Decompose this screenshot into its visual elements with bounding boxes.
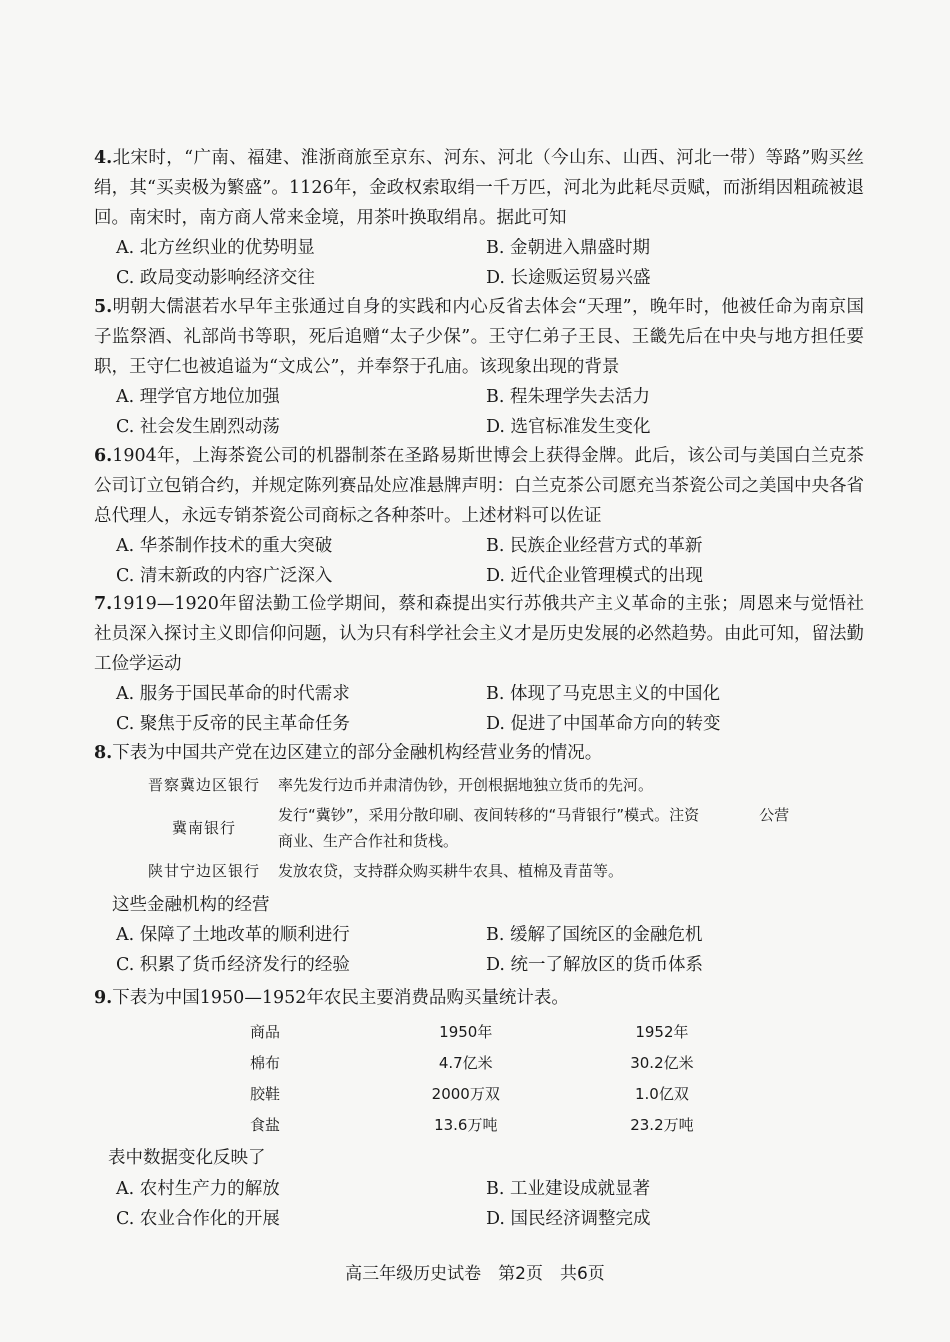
question-stem: 明朝大儒湛若水早年主张通过自身的实践和内心反省去体会“天理”，晚年时，他被任命为南京国子监祭酒、礼部尚书等职，死后追赠“太子少保”。王守仁弟子王艮、王畿先后在中央与地方担任要职，王守仁也被追谥为“文成公”，并奉祭于孔庙。该现象出现的背景 — [94, 297, 864, 377]
option-d[interactable]: D. 选官标准发生变化 — [486, 417, 651, 437]
consumption-table — [240, 1016, 760, 1140]
bank-table — [130, 772, 860, 888]
question-5 — [94, 292, 864, 442]
table-cell: 13.6万吨 — [434, 1115, 498, 1134]
table-row — [130, 802, 860, 854]
question-number: 4. — [94, 148, 113, 168]
option-b[interactable]: B. 工业建设成就显著 — [486, 1179, 650, 1199]
table-cell: 4.7亿米 — [438, 1053, 493, 1072]
option-a[interactable]: A. 保障了土地改革的顺利进行 — [116, 925, 350, 945]
options — [116, 233, 864, 293]
options — [116, 679, 864, 739]
question-number: 6. — [94, 446, 113, 466]
option-a[interactable]: A. 华茶制作技术的重大突破 — [116, 536, 333, 556]
bank-name: 晋察冀边区银行 — [147, 776, 260, 794]
question-9-options — [94, 1174, 864, 1234]
option-d[interactable]: D. 促进了中国革命方向的转变 — [486, 714, 721, 734]
question-7 — [94, 589, 864, 739]
bank-name: 陕甘宁边区银行 — [147, 862, 260, 880]
option-a[interactable]: A. 北方丝织业的优势明显 — [116, 238, 315, 258]
option-b[interactable]: B. 缓解了国统区的金融危机 — [486, 925, 703, 945]
header-cell: 1952年 — [635, 1022, 689, 1041]
question-stem: 下表为中国共产党在边区建立的部分金融机构经营业务的情况。 — [112, 743, 603, 763]
options — [116, 920, 864, 980]
question-lead: 这些金融机构的经营 — [112, 895, 270, 915]
option-d[interactable]: D. 国民经济调整完成 — [486, 1209, 651, 1229]
options — [116, 382, 864, 442]
bank-desc: 发放农贷，支持群众购买耕牛农具、植棉及青苗等。 — [278, 862, 624, 880]
question-number: 7. — [94, 594, 113, 614]
question-number: 9. — [94, 988, 113, 1008]
question-number: 5. — [94, 297, 113, 317]
table-cell: 23.2万吨 — [630, 1115, 694, 1134]
question-4 — [94, 143, 864, 293]
option-c[interactable]: C. 政局变动影响经济交往 — [116, 268, 315, 288]
table-row — [240, 1078, 760, 1109]
option-b[interactable]: B. 民族企业经营方式的革新 — [486, 536, 703, 556]
option-d[interactable]: D. 长途贩运贸易兴盛 — [486, 268, 651, 288]
option-d[interactable]: D. 近代企业管理模式的出现 — [486, 566, 704, 586]
option-c[interactable]: C. 聚焦于反帝的民主革命任务 — [116, 714, 350, 734]
table-row — [240, 1109, 760, 1140]
table-cell: 胶鞋 — [250, 1084, 281, 1103]
header-cell: 商品 — [250, 1022, 281, 1041]
option-d[interactable]: D. 统一了解放区的货币体系 — [486, 955, 704, 975]
table-cell: 食盐 — [250, 1115, 281, 1134]
table-row — [240, 1047, 760, 1078]
bank-desc: 率先发行边币并肃清伪钞，开创根据地独立货币的先河。 — [278, 776, 654, 794]
option-b[interactable]: B. 体现了马克思主义的中国化 — [486, 684, 720, 704]
question-9 — [94, 983, 864, 1013]
table-cell: 30.2亿米 — [630, 1053, 694, 1072]
option-b[interactable]: B. 程朱理学失去活力 — [486, 387, 650, 407]
question-number: 8. — [94, 743, 113, 763]
options — [116, 531, 864, 591]
table-row — [130, 858, 860, 884]
table-cell: 2000万双 — [431, 1084, 500, 1103]
question-8 — [94, 738, 864, 768]
question-stem: 北宋时，“广南、福建、淮浙商旅至京东、河东、河北（今山东、山西、河北一带）等路”购买丝绢，其“买卖极为繁盛”。1126年，金政权索取绢一千万匹，河北为此耗尽贡赋，而浙绢因粗疏被退回。南宋时，南方商人常来金境，用茶叶换取绢帛。据此可知 — [94, 148, 864, 228]
question-stem: 1904年，上海茶瓷公司的机器制茶在圣路易斯世博会上获得金牌。此后，该公司与美国白兰克茶公司订立包销合约，并规定陈列赛品处应准悬牌声明：白兰克茶公司愿充当茶瓷公司之美国中央各省总代理人，永远专销茶瓷公司商标之各种茶叶。上述材料可以佐证 — [94, 446, 864, 526]
table-cell: 1.0亿双 — [634, 1084, 689, 1103]
question-stem: 下表为中国1950—1952年农民主要消费品购买量统计表。 — [112, 988, 569, 1008]
option-c[interactable]: C. 社会发生剧烈动荡 — [116, 417, 280, 437]
option-a[interactable]: A. 服务于国民革命的时代需求 — [116, 684, 350, 704]
page-footer: 高三年级历史试卷 第2页 共6页 — [345, 1264, 605, 1284]
option-c[interactable]: C. 农业合作化的开展 — [116, 1209, 280, 1229]
header-cell: 1950年 — [439, 1022, 493, 1041]
question-8-options — [94, 920, 864, 980]
bank-name: 冀南银行 — [171, 819, 236, 837]
table-cell: 棉布 — [250, 1053, 281, 1072]
table-row — [130, 772, 860, 798]
option-a[interactable]: A. 理学官方地位加强 — [116, 387, 280, 407]
option-b[interactable]: B. 金朝进入鼎盛时期 — [486, 238, 650, 258]
option-c[interactable]: C. 积累了货币经济发行的经验 — [116, 955, 350, 975]
option-c[interactable]: C. 清末新政的内容广泛深入 — [116, 566, 333, 586]
table-header — [240, 1016, 760, 1047]
question-6 — [94, 441, 864, 591]
options — [116, 1174, 864, 1234]
question-stem: 1919—1920年留法勤工俭学期间，蔡和森提出实行苏俄共产主义革命的主张；周恩来与觉悟社社员深入探讨主义即信仰问题，认为只有科学社会主义才是历史发展的必然趋势。由此可知，留法勤工俭学运动 — [94, 594, 864, 674]
bank-desc: 发行“冀钞”，采用分散印刷、夜间转移的“马背银行”模式。注资 公营商业、生产合作社和货栈。 — [278, 806, 790, 850]
option-a[interactable]: A. 农村生产力的解放 — [116, 1179, 280, 1199]
question-lead: 表中数据变化反映了 — [108, 1148, 266, 1168]
